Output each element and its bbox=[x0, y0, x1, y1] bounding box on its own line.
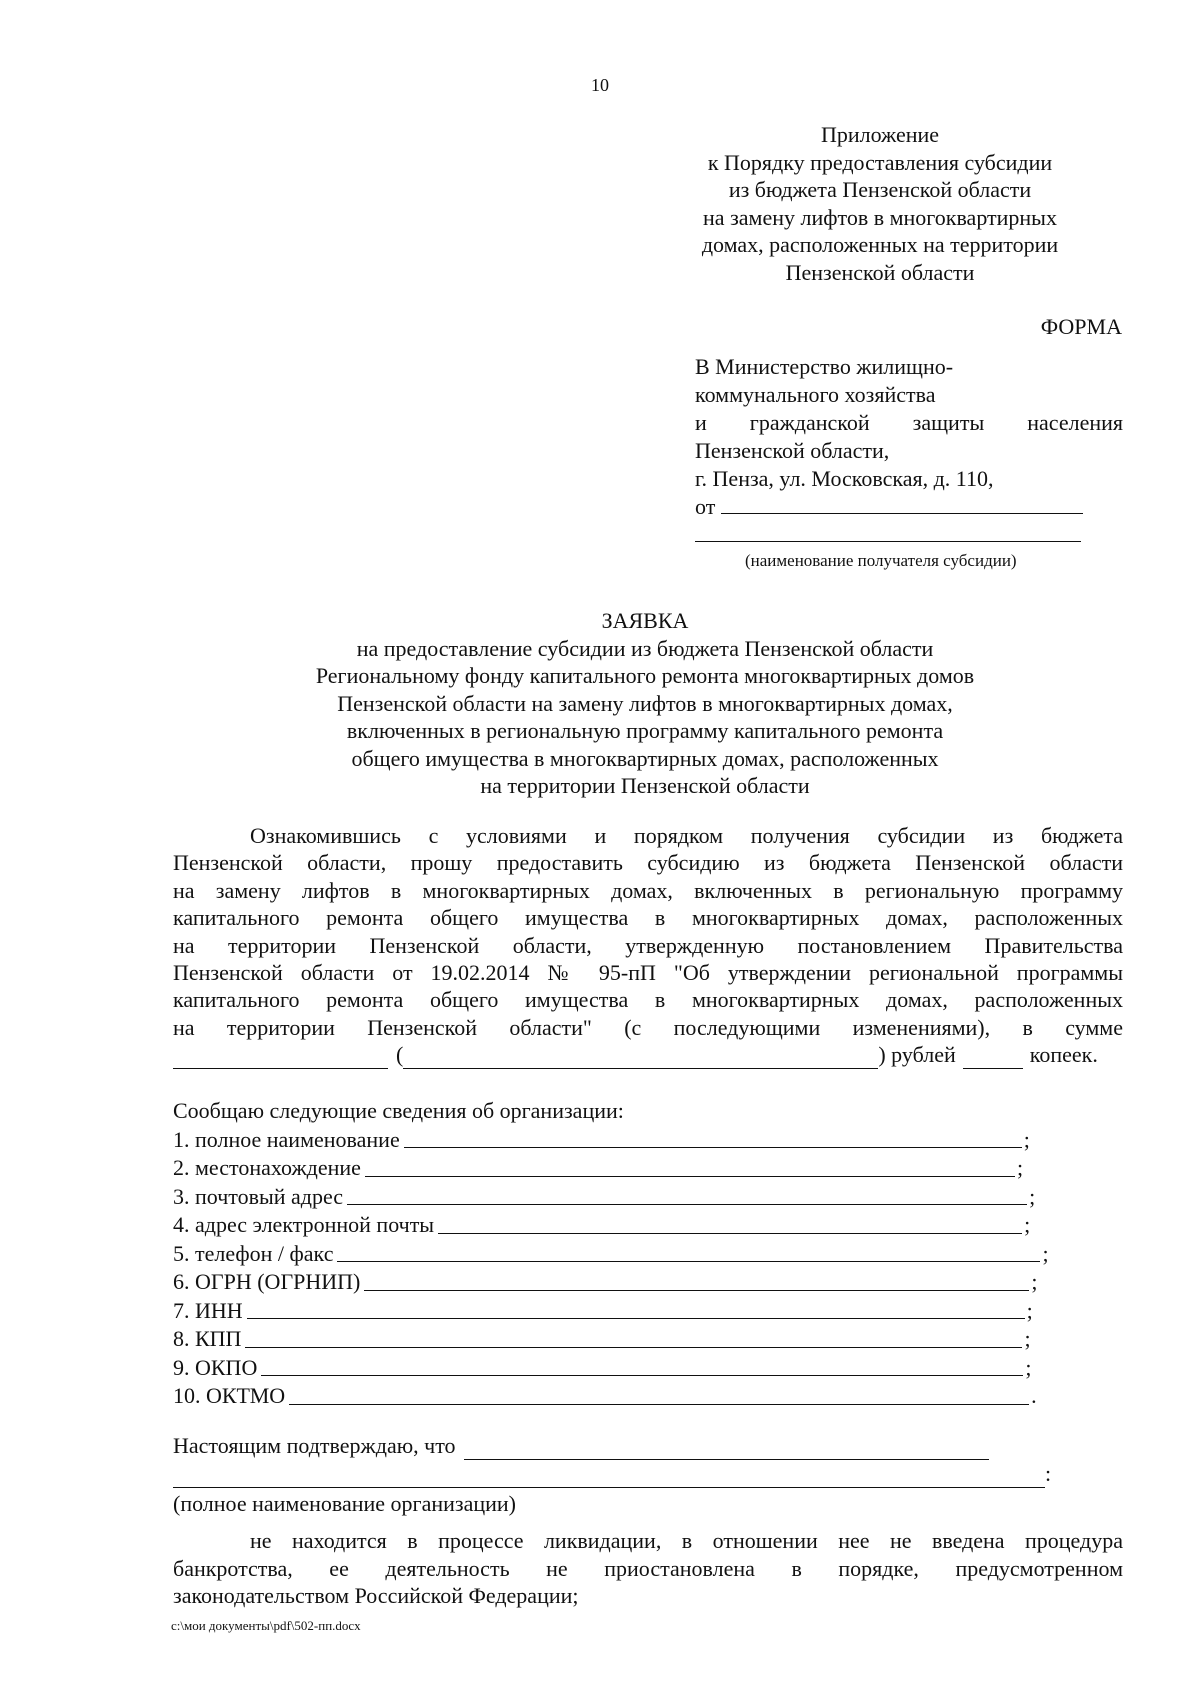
subtitle-line: на предоставление субсидии из бюджета Пензенской области bbox=[356, 635, 934, 661]
paren-open: ( bbox=[396, 1042, 404, 1068]
confirmation-end: : bbox=[1045, 1461, 1052, 1486]
recipient-name-field[interactable] bbox=[721, 495, 1083, 514]
addressee-line: коммунального хозяйства bbox=[695, 382, 936, 407]
org-field-end: ; bbox=[1023, 1126, 1030, 1152]
org-field-end: ; bbox=[1031, 1269, 1038, 1294]
forma-label: ФОРМА bbox=[1040, 314, 1122, 339]
paragraph-line: законодательством Российской Федерации; bbox=[173, 1583, 579, 1608]
from-label: от bbox=[695, 494, 716, 519]
org-field-row bbox=[173, 1154, 1073, 1183]
kopeks-label: копеек. bbox=[1029, 1042, 1098, 1068]
org-field-label: 10. ОКТМО bbox=[173, 1383, 286, 1408]
recipient-name-field-2[interactable] bbox=[695, 523, 1081, 542]
appendix-line: Пензенской области bbox=[785, 259, 975, 285]
addressee-line: г. Пенза, ул. Московская, д. 110, bbox=[695, 466, 994, 491]
org-field-row bbox=[173, 1297, 1073, 1326]
org-field-label: 6. ОГРН (ОГРНИП) bbox=[173, 1269, 361, 1294]
addressee-block bbox=[695, 353, 1123, 573]
addressee-line bbox=[695, 409, 1123, 437]
addressee-word: защиты bbox=[912, 410, 985, 435]
subtitle-line: Пензенской области на замену лифтов в многоквартирных домах, bbox=[337, 690, 953, 716]
footer-file-path: c:\мои документы\pdf\502-пп.docx bbox=[171, 1618, 361, 1633]
org-field-end: ; bbox=[1029, 1183, 1036, 1209]
org-field-end: ; bbox=[1026, 1297, 1033, 1323]
org-field-row bbox=[173, 1211, 1073, 1240]
postal-address-field[interactable] bbox=[347, 1204, 1027, 1205]
org-field-end: ; bbox=[1042, 1240, 1049, 1266]
org-field-row bbox=[173, 1183, 1073, 1212]
confirmation-label: Настоящим подтверждаю, что bbox=[173, 1433, 456, 1458]
org-field-label: 3. почтовый адрес bbox=[173, 1183, 344, 1209]
appendix-line: домах, расположенных на территории bbox=[701, 232, 1059, 257]
amount-words-field[interactable] bbox=[403, 1050, 878, 1069]
amount-digits-field[interactable] bbox=[173, 1050, 388, 1069]
application-title: ЗАЯВКА bbox=[601, 608, 689, 633]
confirmation-caption: (полное наименование организации) bbox=[173, 1491, 516, 1516]
paragraph-line: на замену лифтов в многоквартирных домах, включенных в региональную программу bbox=[173, 877, 1123, 903]
addressee-word: населения bbox=[1027, 410, 1123, 435]
paragraph-line: Ознакомившись с условиями и порядком получения субсидии из бюджета bbox=[250, 823, 1123, 848]
application-title-block bbox=[0, 607, 1200, 800]
request-paragraph bbox=[173, 822, 1123, 1069]
confirmation-row-2 bbox=[173, 1460, 1073, 1488]
addressee-line: В Министерство жилищно- bbox=[695, 354, 954, 379]
org-field-label: 7. ИНН bbox=[173, 1297, 243, 1323]
org-field-end: ; bbox=[1024, 1212, 1031, 1237]
application-subtitle bbox=[0, 635, 1200, 800]
appendix-block bbox=[655, 121, 1105, 286]
org-field-end: ; bbox=[1016, 1155, 1024, 1180]
org-field-label: 4. адрес электронной почты bbox=[173, 1212, 435, 1237]
recipient-name-continuation bbox=[695, 521, 1123, 549]
subtitle-line: общего имущества в многоквартирных домах, расположенных bbox=[351, 745, 939, 771]
org-field-row bbox=[173, 1354, 1073, 1383]
org-field-label: 8. КПП bbox=[173, 1326, 242, 1351]
subtitle-line: Региональному фонду капитального ремонта многоквартирных домов bbox=[315, 663, 975, 688]
org-info-block bbox=[173, 1097, 1073, 1411]
appendix-line: Приложение bbox=[820, 122, 940, 147]
amount-line bbox=[173, 1041, 1123, 1068]
organization-name-field[interactable] bbox=[464, 1441, 989, 1460]
organization-name-field-2[interactable] bbox=[173, 1469, 1045, 1488]
status-paragraph bbox=[173, 1527, 1123, 1610]
org-field-row bbox=[173, 1382, 1073, 1411]
ogrn-field[interactable] bbox=[364, 1290, 1029, 1291]
org-field-label: 2. местонахождение bbox=[173, 1155, 361, 1180]
appendix-line: из бюджета Пензенской области bbox=[728, 177, 1032, 202]
okpo-field[interactable] bbox=[261, 1375, 1023, 1376]
paragraph-line: на территории Пензенской области" (с последующими изменениями), в сумме bbox=[173, 1014, 1123, 1040]
org-field-end: . bbox=[1031, 1383, 1037, 1408]
rubles-label: ) рублей bbox=[878, 1042, 956, 1068]
addressee-word: и bbox=[695, 410, 707, 435]
paragraph-line: капитального ремонта общего имущества в многоквартирных домах, расположенных bbox=[173, 905, 1123, 931]
org-field-end: ; bbox=[1024, 1326, 1031, 1351]
org-field-label: 9. ОКПО bbox=[173, 1354, 258, 1380]
full-name-field[interactable] bbox=[404, 1147, 1022, 1148]
org-field-end: ; bbox=[1025, 1354, 1032, 1380]
inn-field[interactable] bbox=[247, 1318, 1025, 1319]
appendix-line: на замену лифтов в многоквартирных bbox=[703, 204, 1057, 230]
subtitle-line: включенных в региональную программу капитального ремонта bbox=[346, 718, 944, 743]
confirmation-row bbox=[173, 1432, 1073, 1460]
org-field-row bbox=[173, 1126, 1073, 1155]
paragraph-line: Пензенской области, прошу предоставить субсидию из бюджета Пензенской области bbox=[173, 850, 1123, 876]
paragraph-line: капитального ремонта общего имущества в многоквартирных домах, расположенных bbox=[173, 987, 1123, 1013]
paragraph-line: банкротства, ее деятельность не приостановлена в порядке, предусмотренном bbox=[173, 1555, 1123, 1581]
appendix-line: к Порядку предоставления субсидии bbox=[707, 149, 1053, 175]
paragraph-line: на территории Пензенской области, утвержденную постановлением Правительства bbox=[173, 932, 1123, 958]
confirmation-block bbox=[173, 1432, 1073, 1518]
org-info-heading: Сообщаю следующие сведения об организации: bbox=[173, 1098, 624, 1123]
page-number: 10 bbox=[591, 75, 609, 95]
org-field-row bbox=[173, 1268, 1073, 1297]
paragraph-line: не находится в процессе ликвидации, в отношении нее не введена процедура bbox=[250, 1528, 1123, 1553]
org-field-row bbox=[173, 1240, 1073, 1269]
phone-fax-field[interactable] bbox=[337, 1261, 1040, 1262]
from-line bbox=[695, 493, 1123, 521]
addressee-line: Пензенской области, bbox=[695, 438, 890, 463]
oktmo-field[interactable] bbox=[289, 1404, 1029, 1405]
addressee-word: гражданской bbox=[749, 410, 870, 435]
recipient-caption: (наименование получателя субсидии) bbox=[745, 551, 1017, 570]
org-field-row bbox=[173, 1325, 1073, 1354]
kpp-field[interactable] bbox=[245, 1347, 1022, 1348]
paragraph-line: Пензенской области от 19.02.2014 № 95-пП "Об утверждении региональной программы bbox=[173, 959, 1123, 985]
org-field-label: 1. полное наименование bbox=[173, 1126, 400, 1152]
location-field[interactable] bbox=[365, 1176, 1015, 1177]
kopeks-field[interactable] bbox=[963, 1050, 1023, 1069]
org-field-label: 5. телефон / факс bbox=[173, 1240, 334, 1266]
subtitle-line: на территории Пензенской области bbox=[480, 773, 810, 798]
email-field[interactable] bbox=[438, 1233, 1022, 1234]
